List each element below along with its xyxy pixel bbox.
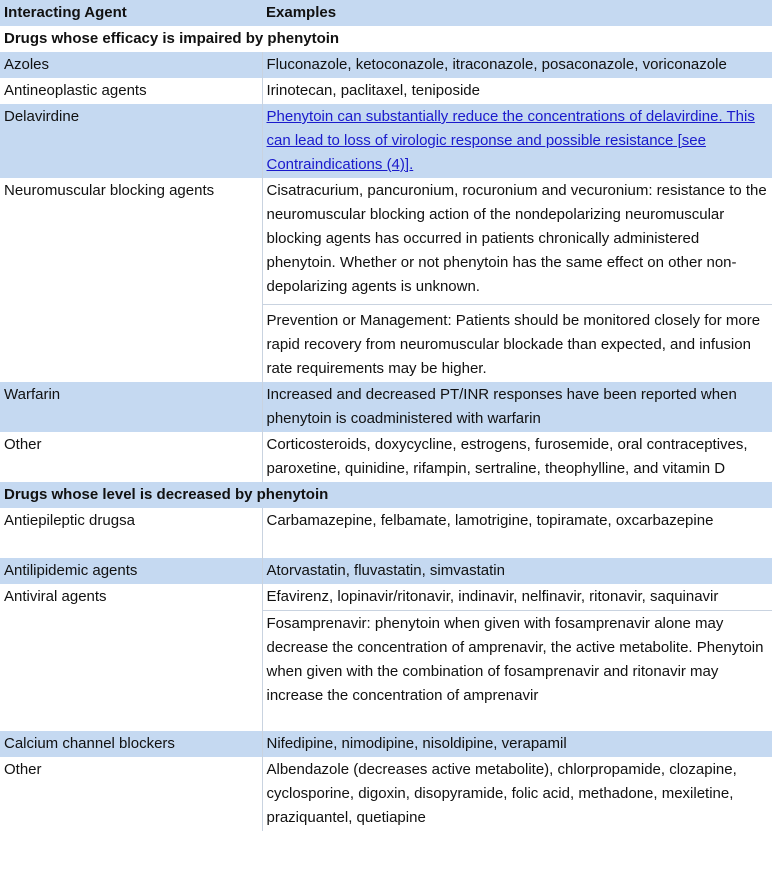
header-interacting-agent: Interacting Agent: [0, 0, 262, 26]
table-row: [0, 558, 772, 584]
table-row: [0, 584, 772, 611]
agent-cell: Azoles: [0, 52, 262, 78]
examples-cell: Atorvastatin, fluvastatin, simvastatin: [262, 558, 772, 584]
table-row: [0, 78, 772, 104]
table-row: [0, 52, 772, 78]
table-row: [0, 508, 772, 558]
agent-cell: Antineoplastic agents: [0, 78, 262, 104]
examples-cell: Fluconazole, ketoconazole, itraconazole, posaconazole, voriconazole: [262, 52, 772, 78]
table-row: [0, 432, 772, 482]
examples-cell: Increased and decreased PT/INR responses have been reported when phenytoin is coadministered with warfarin: [262, 382, 772, 432]
examples-cell: Albendazole (decreases active metabolite), chlorpropamide, clozapine, cyclosporine, digoxin, disopyramide, folic acid, methadone, mexiletine, praziquantel, quetiapine: [262, 757, 772, 831]
examples-cell: Irinotecan, paclitaxel, teniposide: [262, 78, 772, 104]
table-row: [0, 104, 772, 178]
agent-cell: Antiepileptic drugsa: [0, 508, 262, 558]
section-row: [0, 26, 772, 52]
agent-cell: Antiviral agents: [0, 584, 262, 731]
examples-cell: Nifedipine, nimodipine, nisoldipine, verapamil: [262, 731, 772, 757]
agent-cell: Neuromuscular blocking agents: [0, 178, 262, 382]
section-row: [0, 482, 772, 508]
table-row: [0, 731, 772, 757]
agent-cell: Other: [0, 757, 262, 831]
examples-cell: [262, 611, 772, 732]
section-title: Drugs whose efficacy is impaired by phenytoin: [0, 26, 772, 52]
agent-cell: Warfarin: [0, 382, 262, 432]
agent-cell: Antilipidemic agents: [0, 558, 262, 584]
agent-cell: Other: [0, 432, 262, 482]
examples-cell: Corticosteroids, doxycycline, estrogens, furosemide, oral contraceptives, paroxetine, quinidine, rifampin, sertraline, theophylline, and vitamin D: [262, 432, 772, 482]
section-title: Drugs whose level is decreased by phenytoin: [0, 482, 772, 508]
table-row: [0, 382, 772, 432]
agent-cell: Calcium channel blockers: [0, 731, 262, 757]
contraindications-link[interactable]: Phenytoin can substantially reduce the concentrations of delavirdine. This can lead to loss of virologic response and possible resistance [see Contraindications (4)].: [266, 108, 755, 173]
examples-text: Fosamprenavir: phenytoin when given with fosamprenavir alone may decrease the concentration of amprenavir, the active metabolite. Phenytoin when given with the combination of fosamprenavir and ritonavir may increase the concentration of amprenavir: [266, 615, 764, 704]
header-examples: Examples: [262, 0, 772, 26]
examples-cell: Carbamazepine, felbamate, lamotrigine, topiramate, oxcarbazepine: [262, 508, 772, 558]
header-row: [0, 0, 772, 26]
agent-cell: Delavirdine: [0, 104, 262, 178]
examples-cell: [262, 104, 772, 178]
examples-cell: Efavirenz, lopinavir/ritonavir, indinavir, nelfinavir, ritonavir, saquinavir: [262, 584, 772, 611]
table-row: [0, 178, 772, 305]
examples-cell: Prevention or Management: Patients should be monitored closely for more rapid recovery from neuromuscular blockade than expected, and infusion rate requirements may be higher.: [262, 305, 772, 383]
table-row: [0, 757, 772, 831]
examples-cell: Cisatracurium, pancuronium, rocuronium and vecuronium: resistance to the neuromuscular blocking action of the nondepolarizing neuromuscular blocking agents has occurred in patients chronically administered phenytoin. Whether or not phenytoin has the same effect on other non-depolarizing agents is unknown.: [262, 178, 772, 305]
